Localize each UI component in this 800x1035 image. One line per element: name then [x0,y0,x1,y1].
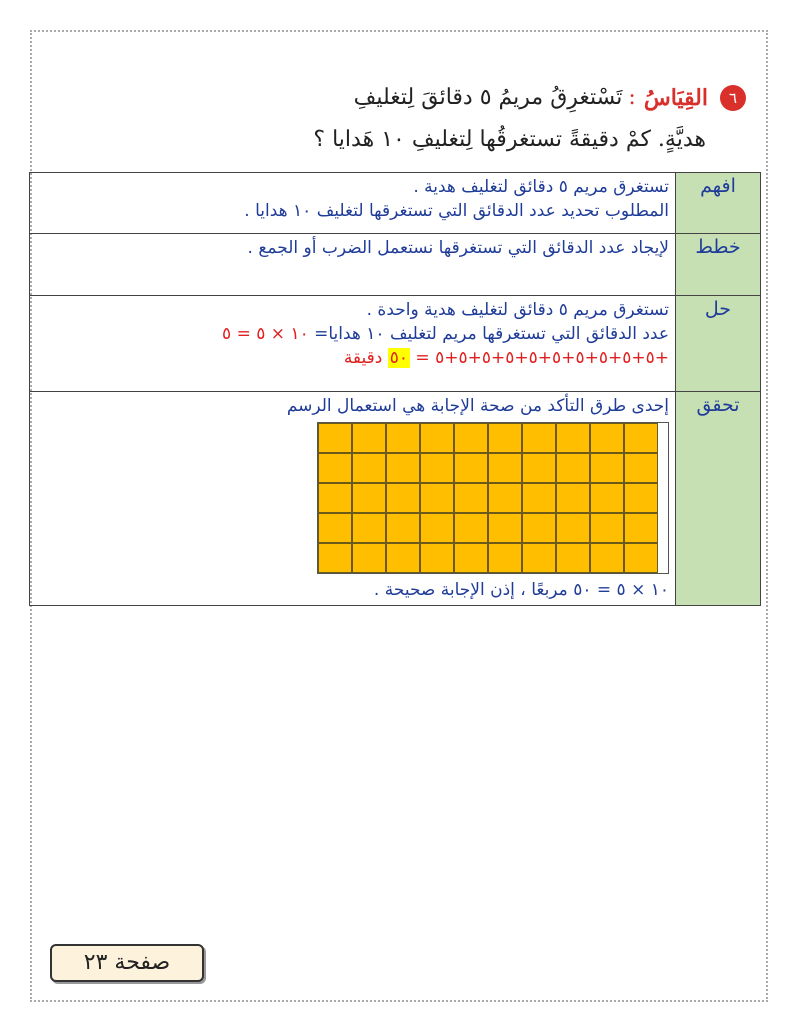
problem-topic-colon: : [628,85,636,110]
grid-cell [454,543,488,573]
solve-line-2-text: عدد الدقائق التي تستغرقها مريم لتغليف ١٠ هدايا= [314,324,669,344]
grid-cell [420,543,454,573]
grid-cell [488,453,522,483]
grid-cell [488,513,522,543]
grid-cell [420,513,454,543]
grid-cell [352,453,386,483]
step-row-solve [30,296,761,392]
grid-cell [590,423,624,453]
grid-cell [352,543,386,573]
step-body-understand [30,173,676,234]
step-row-plan [30,234,761,296]
step-body-plan [30,234,676,296]
grid-cell [624,453,658,483]
step-row-check [30,392,761,606]
step-body-solve [30,296,676,392]
grid-cell [590,453,624,483]
grid-cell [318,453,352,483]
grid-cell [454,513,488,543]
grid-cell [386,483,420,513]
step-body-check [30,392,676,606]
solve-line-1: تستغرق مريم ٥ دقائق لتغليف هدية واحدة . [366,300,669,320]
step-label-understand: افهم [676,173,761,234]
grid-cell [420,423,454,453]
grid-cell [352,483,386,513]
problem-text-2: هديَّةٍ. كمْ دقيقةً تستغرقُها لِتغليفِ ١٠ هَدايا ؟ [313,127,706,152]
grid-cell [556,513,590,543]
solve-line-2-equation: ١٠ × ٥ = ٥ [222,324,315,344]
grid-cell [522,483,556,513]
grid-cell [318,513,352,543]
grid-cell [318,483,352,513]
grid-cell [454,453,488,483]
area-model-grid [317,422,669,574]
problem-line-1 [66,80,746,116]
understand-line-1: تستغرق مريم ٥ دقائق لتغليف هدية . [413,177,669,197]
grid-cell [590,483,624,513]
step-row-understand [30,173,761,234]
grid-cell [624,543,658,573]
grid-cell [556,483,590,513]
solve-line-3 [36,346,669,370]
solve-result-highlight: ٥٠ [389,348,409,368]
grid-cell [318,423,352,453]
grid-cell [488,483,522,513]
grid-cell [624,423,658,453]
grid-cell [522,423,556,453]
step-label-solve: حل [676,296,761,392]
grid-cell [318,543,352,573]
grid-cell [556,543,590,573]
grid-cell [590,543,624,573]
grid-cell [556,423,590,453]
solution-steps-table [29,172,761,606]
grid-cell [454,483,488,513]
grid-cell [386,543,420,573]
check-line-1: إحدى طرق التأكد من صحة الإجابة هي استعمال الرسم [286,396,669,416]
plan-line-1: لإيجاد عدد الدقائق التي تستغرقها نستعمل الضرب أو الجمع . [247,238,669,258]
grid-cell [386,453,420,483]
grid-cell [624,513,658,543]
grid-cell [420,483,454,513]
grid-cell [352,423,386,453]
problem-topic: القِيَاسُ [643,85,708,111]
grid-cell [522,453,556,483]
problem-statement [66,80,746,158]
solve-unit: دقيقة [343,348,388,368]
grid-cell [556,453,590,483]
problem-text-1: تَسْتغرِقُ مريمُ ٥ دقائقَ لِتغليفِ [353,85,623,110]
grid-cell [488,423,522,453]
solve-sum: +٥+٥+٥+٥+٥+٥+٥+٥+٥+٥ = [410,348,669,368]
grid-cell [386,423,420,453]
grid-cell [420,453,454,483]
solve-line-2 [36,322,669,346]
understand-line-2: المطلوب تحديد عدد الدقائق التي تستغرقها لتغليف ١٠ هدايا . [244,201,669,221]
grid-cell [386,513,420,543]
grid-cell [522,513,556,543]
grid-cell [522,543,556,573]
grid-cell [454,423,488,453]
page-number-box: صفحة ٢٣ [50,944,204,982]
problem-number-badge: ٦ [720,85,746,111]
grid-cell [488,543,522,573]
grid-cell [624,483,658,513]
step-label-plan: خطط [676,234,761,296]
check-line-2: ١٠ × ٥ = ٥٠ مربعًا ، إذن الإجابة صحيحة . [373,580,669,600]
grid-cell [590,513,624,543]
step-label-check: تحقق [676,392,761,606]
grid-cell [352,513,386,543]
